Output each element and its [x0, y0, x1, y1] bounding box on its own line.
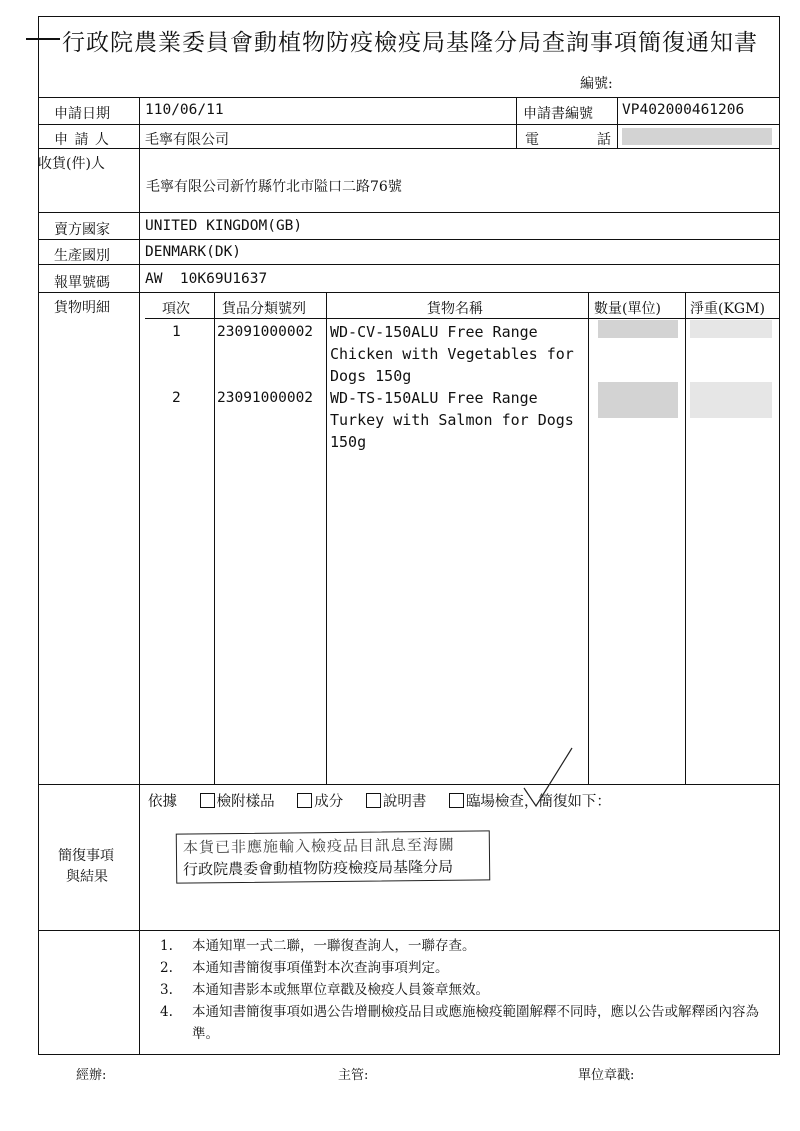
- rule: [38, 264, 780, 265]
- checkbox-manual[interactable]: [366, 793, 381, 808]
- checkbox-ingredients[interactable]: [297, 793, 312, 808]
- header-code: 貨品分類號列: [222, 301, 306, 317]
- seller-country-label: 賣方國家: [54, 222, 110, 238]
- row-2-item: 2: [172, 390, 181, 406]
- header-name: 貨物名稱: [427, 301, 483, 317]
- note-item: 4. 本通知書簡復事項如遇公告增刪檢疫品目或應施檢疫範圍解釋不同時，應以公告或解釋函內容為準。: [160, 1004, 759, 1042]
- rule: [38, 930, 780, 931]
- rule: [516, 97, 517, 148]
- checkbox-sample[interactable]: [200, 793, 215, 808]
- consignee-value: 毛寧有限公司新竹縣竹北市隘口二路76號: [146, 179, 402, 195]
- note-item: 3. 本通知書影本或無單位章戳及檢疫人員簽章無效。: [160, 982, 489, 998]
- header-item: 項次: [162, 301, 190, 317]
- redacted-qty-1: [598, 320, 678, 338]
- rule: [38, 97, 780, 98]
- redacted-weight-2: [690, 382, 772, 418]
- apply-date-value: 110/06/11: [145, 102, 224, 118]
- rule: [38, 239, 780, 240]
- result-label-2: 與結果: [66, 869, 108, 885]
- phone-label-a: 電: [525, 132, 539, 148]
- rule: [38, 124, 780, 125]
- header-qty: 數量(單位): [594, 301, 661, 317]
- option-sample: 檢附樣品: [216, 794, 275, 810]
- stamp-line-1: 本貨已非應施輸入檢疫品目訊息至海關: [182, 835, 455, 857]
- rule: [685, 292, 686, 784]
- form-no-value: VP402000461206: [622, 102, 745, 118]
- note-item: 1. 本通知單一式二聯，一聯復查詢人，一聯存查。: [160, 938, 476, 954]
- rule: [38, 212, 780, 213]
- declaration-label: 報單號碼: [54, 275, 110, 291]
- rule: [214, 292, 215, 784]
- footer-supervisor: 主管:: [338, 1068, 369, 1083]
- declaration-value: AW 10K69U1637: [145, 271, 268, 287]
- rule: [38, 292, 780, 293]
- basis-suffix: ，簡復如下：: [523, 794, 611, 810]
- apply-date-label: 申請日期: [54, 106, 110, 122]
- form-frame: [38, 16, 780, 1055]
- checkmark-icon: [520, 744, 580, 810]
- note-item: 2. 本通知書簡復事項僅對本次查詢事項判定。: [160, 960, 449, 976]
- rule: [326, 292, 327, 784]
- option-ingredients: 成分: [314, 794, 344, 810]
- redacted-weight-1: [690, 320, 772, 338]
- redacted-qty-2: [598, 382, 678, 418]
- stamp-line-2: 行政院農委會動植物防疫檢疫局基隆分局: [183, 857, 454, 879]
- basis-label: 依據: [148, 794, 177, 810]
- header-weight: 淨重(KGM): [690, 301, 765, 317]
- redacted-phone: [622, 128, 772, 145]
- result-stamp: [176, 830, 491, 883]
- row-1-item: 1: [172, 324, 181, 340]
- rule: [617, 97, 618, 148]
- serial-label: 編號:: [580, 76, 613, 92]
- origin-value: DENMARK(DK): [145, 244, 242, 260]
- consignee-label: 收貨(件)人: [38, 156, 105, 172]
- applicant-label: 申 請 人: [54, 132, 110, 148]
- goods-section-label: 貨物明細: [54, 300, 110, 316]
- result-label-1: 簡復事項: [58, 848, 114, 864]
- rule: [38, 784, 780, 785]
- row-2-name: WD-TS-150ALU Free Range Turkey with Salmon for Dogs 150g: [330, 389, 574, 451]
- rule: [588, 292, 589, 784]
- document-title: 行政院農業委員會動植物防疫檢疫局基隆分局查詢事項簡復通知書: [62, 30, 758, 56]
- row-1-name: WD-CV-150ALU Free Range Chicken with Vegetables for Dogs 150g: [330, 323, 574, 385]
- option-manual: 說明書: [382, 794, 427, 810]
- row-1-code: 23091000002: [217, 324, 314, 340]
- rule: [139, 97, 140, 1055]
- seller-country-value: UNITED KINGDOM(GB): [145, 218, 303, 234]
- notes-list: [160, 935, 772, 1045]
- phone-label-b: 話: [597, 132, 611, 148]
- footer-handler: 經辦:: [76, 1068, 107, 1083]
- checkbox-onsite[interactable]: [449, 793, 464, 808]
- footer-unit-seal: 單位章戳:: [578, 1068, 635, 1083]
- row-2-code: 23091000002: [217, 390, 314, 406]
- origin-label: 生產國別: [54, 248, 110, 264]
- form-no-label: 申請書編號: [523, 106, 593, 122]
- applicant-value: 毛寧有限公司: [145, 132, 229, 148]
- option-onsite: 臨場檢查: [465, 794, 524, 810]
